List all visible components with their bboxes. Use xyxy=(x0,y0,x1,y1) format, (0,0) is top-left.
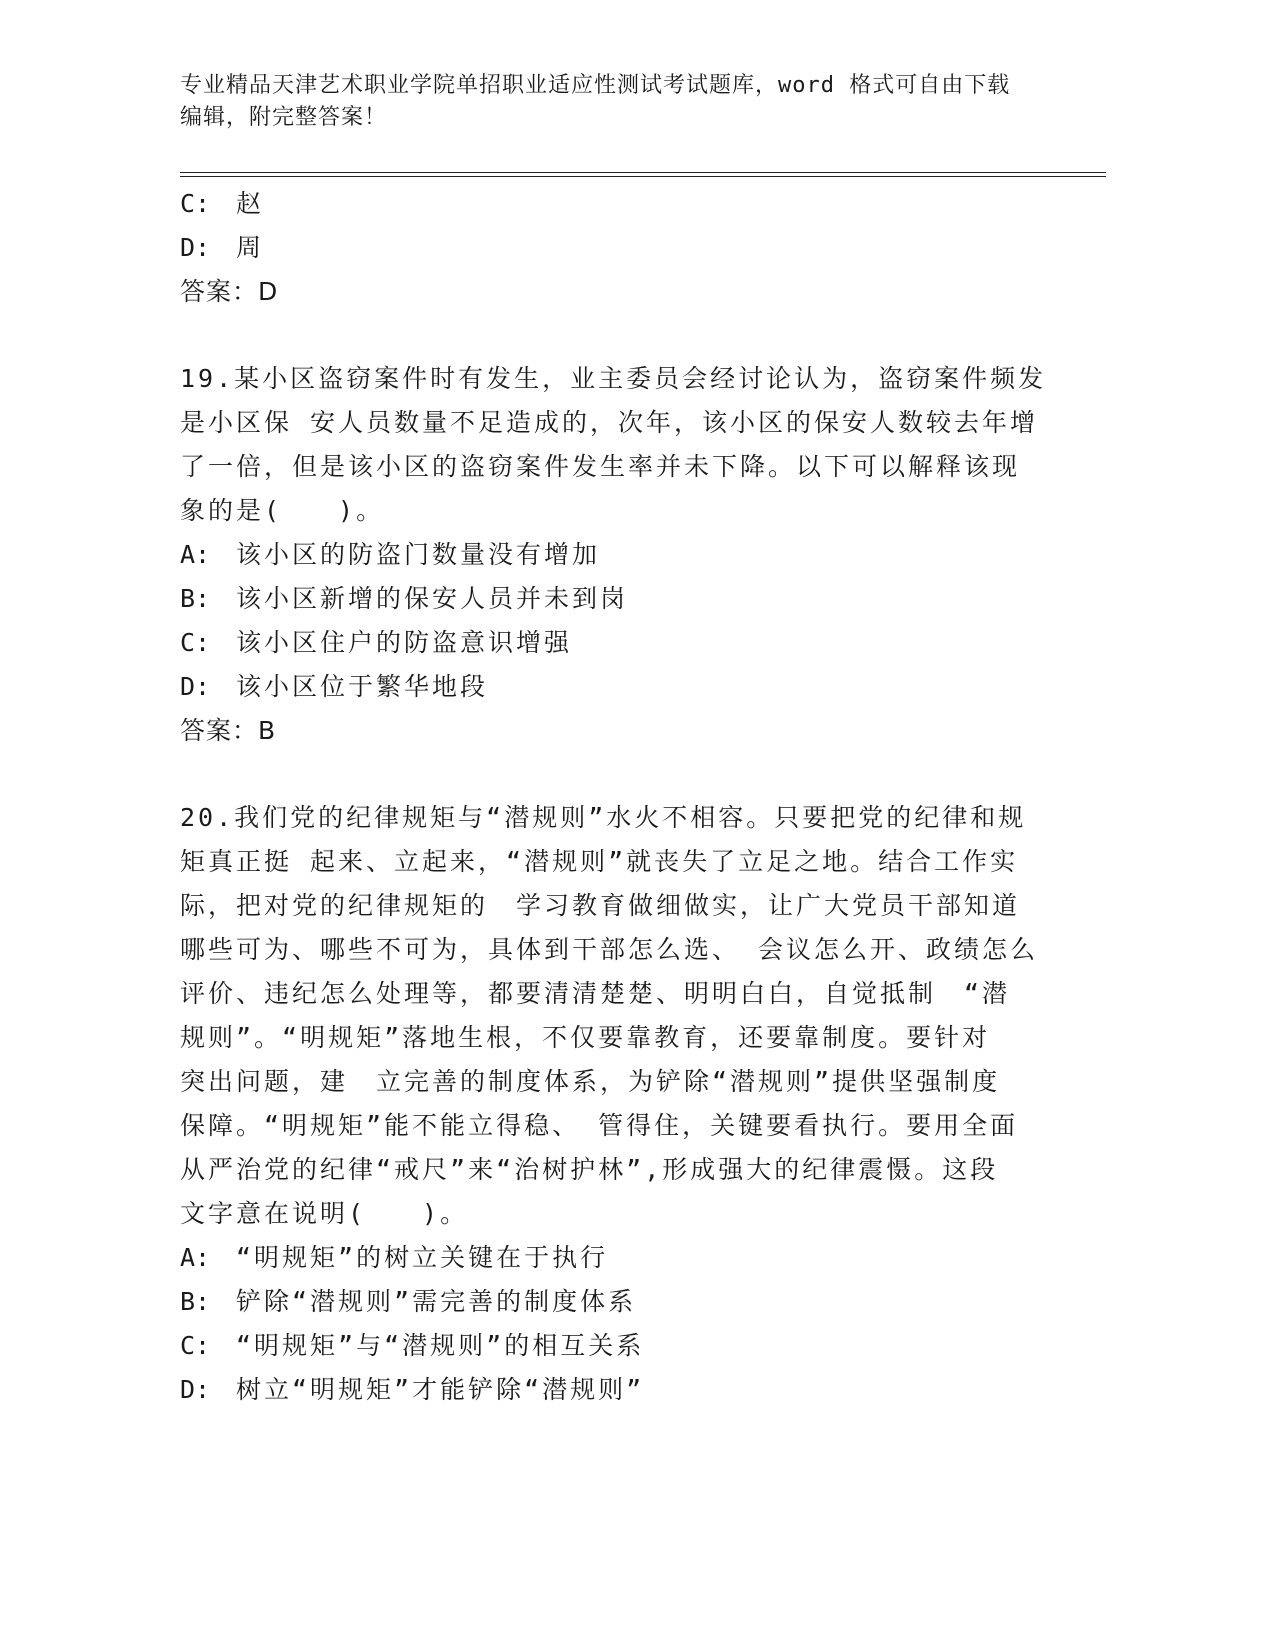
stem-line: 文字意在说明( )。 xyxy=(180,1199,469,1228)
header-divider xyxy=(180,172,1106,177)
header-line-2: 编辑，附完整答案！ xyxy=(180,105,388,130)
option-letter: D: xyxy=(180,672,211,701)
option-text: 该小区的防盗门数量没有增加 xyxy=(236,540,601,569)
stem-line: 20.我们党的纪律规矩与“潜规则”水火不相容。只要把党的纪律和规 xyxy=(180,803,1027,832)
option-letter: D: xyxy=(180,233,211,262)
question-19 xyxy=(180,357,1047,753)
option-text: 赵 xyxy=(236,189,265,218)
stem-line: 矩真正挺 起来、立起来，“潜规则”就丧失了立足之地。结合工作实 xyxy=(180,847,1019,876)
option-text: 周 xyxy=(236,233,265,262)
option-letter: B: xyxy=(180,584,211,613)
option-a xyxy=(180,533,1040,577)
stem-line: 哪些可为、哪些不可为，具体到干部怎么选、 会议怎么开、政绩怎么 xyxy=(180,935,1039,964)
option-letter: C: xyxy=(180,1331,211,1360)
stem-line: 象的是( )。 xyxy=(180,496,385,525)
option-text: 该小区位于繁华地段 xyxy=(236,672,489,701)
option-letter: C: xyxy=(180,189,211,218)
header-line-1: 专业精品天津艺术职业学院单招职业适应性测试考试题库，word 格式可自由下载 xyxy=(180,73,1011,98)
page-header xyxy=(180,70,1080,134)
question-stem xyxy=(180,796,1040,1236)
option-c xyxy=(180,1324,1040,1368)
option-b xyxy=(180,577,1040,621)
document-body xyxy=(180,182,1047,1412)
option-d xyxy=(180,1368,1040,1412)
answer-line: 答案：D xyxy=(180,277,279,306)
option-a xyxy=(180,1236,1040,1280)
option-text: 铲除“潜规则”需完善的制度体系 xyxy=(236,1287,637,1316)
option-d xyxy=(180,665,1040,709)
option-text: 树立“明规矩”才能铲除“潜规则” xyxy=(236,1375,645,1404)
option-d xyxy=(180,226,1040,270)
stem-line: 评价、违纪怎么处理等，都要清清楚楚、明明白白，自觉抵制 “潜 xyxy=(180,979,1011,1008)
stem-line: 从严治党的纪律“戒尺”来“治树护林”,形成强大的纪律震慑。这段 xyxy=(180,1155,999,1184)
answer-line: 答案：B xyxy=(180,716,277,745)
option-letter: B: xyxy=(180,1287,211,1316)
option-c xyxy=(180,182,1040,226)
stem-line: 际，把对党的纪律规矩的 学习教育做细做实，让广大党员干部知道 xyxy=(180,891,1021,920)
option-text: 该小区新增的保安人员并未到岗 xyxy=(236,584,629,613)
option-text: “明规矩”的树立关键在于执行 xyxy=(236,1243,609,1272)
option-b xyxy=(180,1280,1040,1324)
option-c xyxy=(180,621,1040,665)
option-letter: D: xyxy=(180,1375,211,1404)
stem-line: 突出问题，建 立完善的制度体系，为铲除“潜规则”提供坚强制度 xyxy=(180,1067,1001,1096)
question-stem xyxy=(180,357,1047,533)
option-text: “明规矩”与“潜规则”的相互关系 xyxy=(236,1331,645,1360)
option-letter: A: xyxy=(180,540,211,569)
stem-line: 规则”。“明规矩”落地生根，不仅要靠教育，还要靠制度。要针对 xyxy=(180,1023,991,1052)
stem-line: 了一倍，但是该小区的盗窃案件发生率并未下降。以下可以解释该现 xyxy=(180,452,1021,481)
stem-line: 保障。“明规矩”能不能立得稳、 管得住，关键要看执行。要用全面 xyxy=(180,1111,1019,1140)
option-letter: C: xyxy=(180,628,211,657)
stem-line: 是小区保 安人员数量不足造成的，次年，该小区的保安人数较去年增 xyxy=(180,408,1039,437)
stem-line: 19.某小区盗窃案件时有发生，业主委员会经讨论认为，盗窃案件频发 xyxy=(180,364,1047,393)
question-20 xyxy=(180,796,1040,1412)
option-letter: A: xyxy=(180,1243,211,1272)
prev-question xyxy=(180,182,1040,314)
option-text: 该小区住户的防盗意识增强 xyxy=(236,628,573,657)
